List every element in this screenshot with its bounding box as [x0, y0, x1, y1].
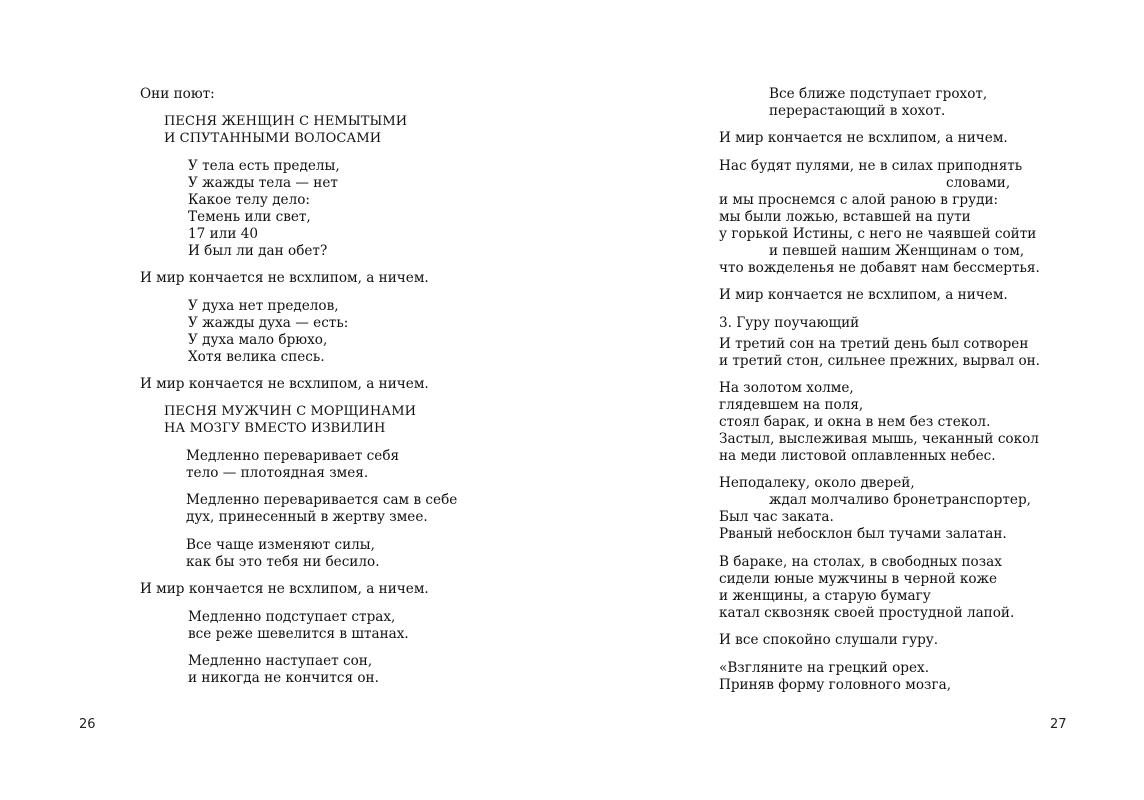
song-heading-line: ПЕСНЯ МУЖЧИН С МОРЩИНАМИ [164, 404, 417, 419]
verse-line: Какое телу дело: [188, 192, 311, 208]
refrain-line: И мир кончается не всхлипом, а ничем. [140, 581, 429, 597]
text-line: Они поют: [140, 86, 215, 102]
verse-line: на меди листовой оплавленных небес. [719, 448, 996, 464]
verse-line: и женщины, а старую бумагу [719, 588, 931, 604]
song-heading-line: ПЕСНЯ ЖЕНЩИН С НЕМЫТЫМИ [164, 114, 408, 129]
verse-line: все реже шевелится в штанах. [188, 626, 409, 642]
verse-line: глядевшем на поля, [719, 397, 864, 413]
verse-line: У духа мало брюхо, [188, 332, 328, 348]
verse-line: и никогда не кончится он. [188, 670, 379, 686]
verse-line: Медленно подступает страх, [188, 609, 396, 625]
verse-line: Рваный небосклон был тучами залатан. [719, 526, 1007, 542]
verse-line: и мы проснемся с алой раною в груди: [719, 192, 999, 208]
song-heading-line: И СПУТАННЫМИ ВОЛОСАМИ [164, 131, 382, 146]
verse-line: У жажды духа — есть: [188, 315, 349, 331]
verse-line: сидели юные мужчины в черной коже [719, 571, 998, 587]
verse-line: Медленно наступает сон, [188, 653, 373, 669]
refrain-line: И мир кончается не всхлипом, а ничем. [719, 287, 1008, 303]
section-heading: 3. Гуру поучающий [719, 315, 860, 331]
verse-line: Медленно переваривает себя [186, 448, 400, 464]
verse-line: Был час заката. [719, 509, 834, 525]
verse-line: И все спокойно слушали гуру. [719, 632, 939, 648]
song-heading-line: НА МОЗГУ ВМЕСТО ИЗВИЛИН [164, 421, 386, 436]
verse-line: 17 или 40 [188, 226, 258, 242]
verse-line: У духа нет пределов, [188, 298, 339, 314]
page-number: 27 [1050, 717, 1067, 732]
verse-line: Все ближе подступает грохот, [769, 86, 988, 102]
verse-line: У тела есть пределы, [188, 158, 340, 174]
verse-line: перерастающий в хохот. [769, 103, 946, 119]
verse-line: что вожделенья не добавят нам бессмертья. [719, 260, 1040, 276]
refrain-line: И мир кончается не всхлипом, а ничем. [719, 130, 1008, 146]
verse-line: Приняв форму головного мозга, [719, 677, 952, 693]
verse-line: Темень или свет, [188, 209, 311, 225]
refrain-line: И мир кончается не всхлипом, а ничем. [140, 270, 429, 286]
right-page [572, 0, 1144, 800]
verse-line: и певшей нашим Женщинам о том, [769, 243, 1025, 259]
refrain-line: И мир кончается не всхлипом, а ничем. [140, 376, 429, 392]
verse-line: И третий сон на третий день был сотворен [719, 336, 1029, 352]
verse-line: Нас будят пулями, не в силах приподнять [719, 158, 1023, 174]
verse-line: ждал молчаливо бронетранспортер, [769, 492, 1031, 508]
verse-line: дух, принесенный в жертву змее. [186, 509, 428, 525]
verse-line: тело — плотоядная змея. [186, 465, 369, 481]
verse-line: мы были ложью, вставшей на пути [719, 209, 971, 225]
verse-line: В бараке, на столах, в свободных позах [719, 554, 1002, 570]
verse-line: Хотя велика спесь. [188, 349, 325, 365]
verse-line: Застыл, выслеживая мышь, чеканный сокол [719, 431, 1039, 447]
page-number: 26 [79, 717, 96, 732]
verse-line: как бы это тебя ни бесило. [186, 554, 380, 570]
verse-line: Медленно переваривается сам в себе [186, 492, 458, 508]
verse-line: И был ли дан обет? [188, 243, 328, 259]
verse-line: Все чаще изменяют силы, [186, 537, 375, 553]
verse-line: У жажды тела — нет [188, 175, 338, 191]
verse-line: у горькой Истины, с него не чаявшей сойти [719, 226, 1037, 242]
verse-line-overflow: словами, [946, 175, 1011, 191]
verse-line: «Взгляните на грецкий орех. [719, 660, 930, 676]
verse-line: стоял барак, и окна в нем без стекол. [719, 414, 991, 430]
verse-line: и третий стон, сильнее прежних, вырвал он. [719, 353, 1041, 369]
verse-line: На золотом холме, [719, 380, 854, 396]
verse-line: Неподалеку, около дверей, [719, 475, 915, 491]
verse-line: катал сквозняк своей простудной лапой. [719, 605, 1015, 621]
